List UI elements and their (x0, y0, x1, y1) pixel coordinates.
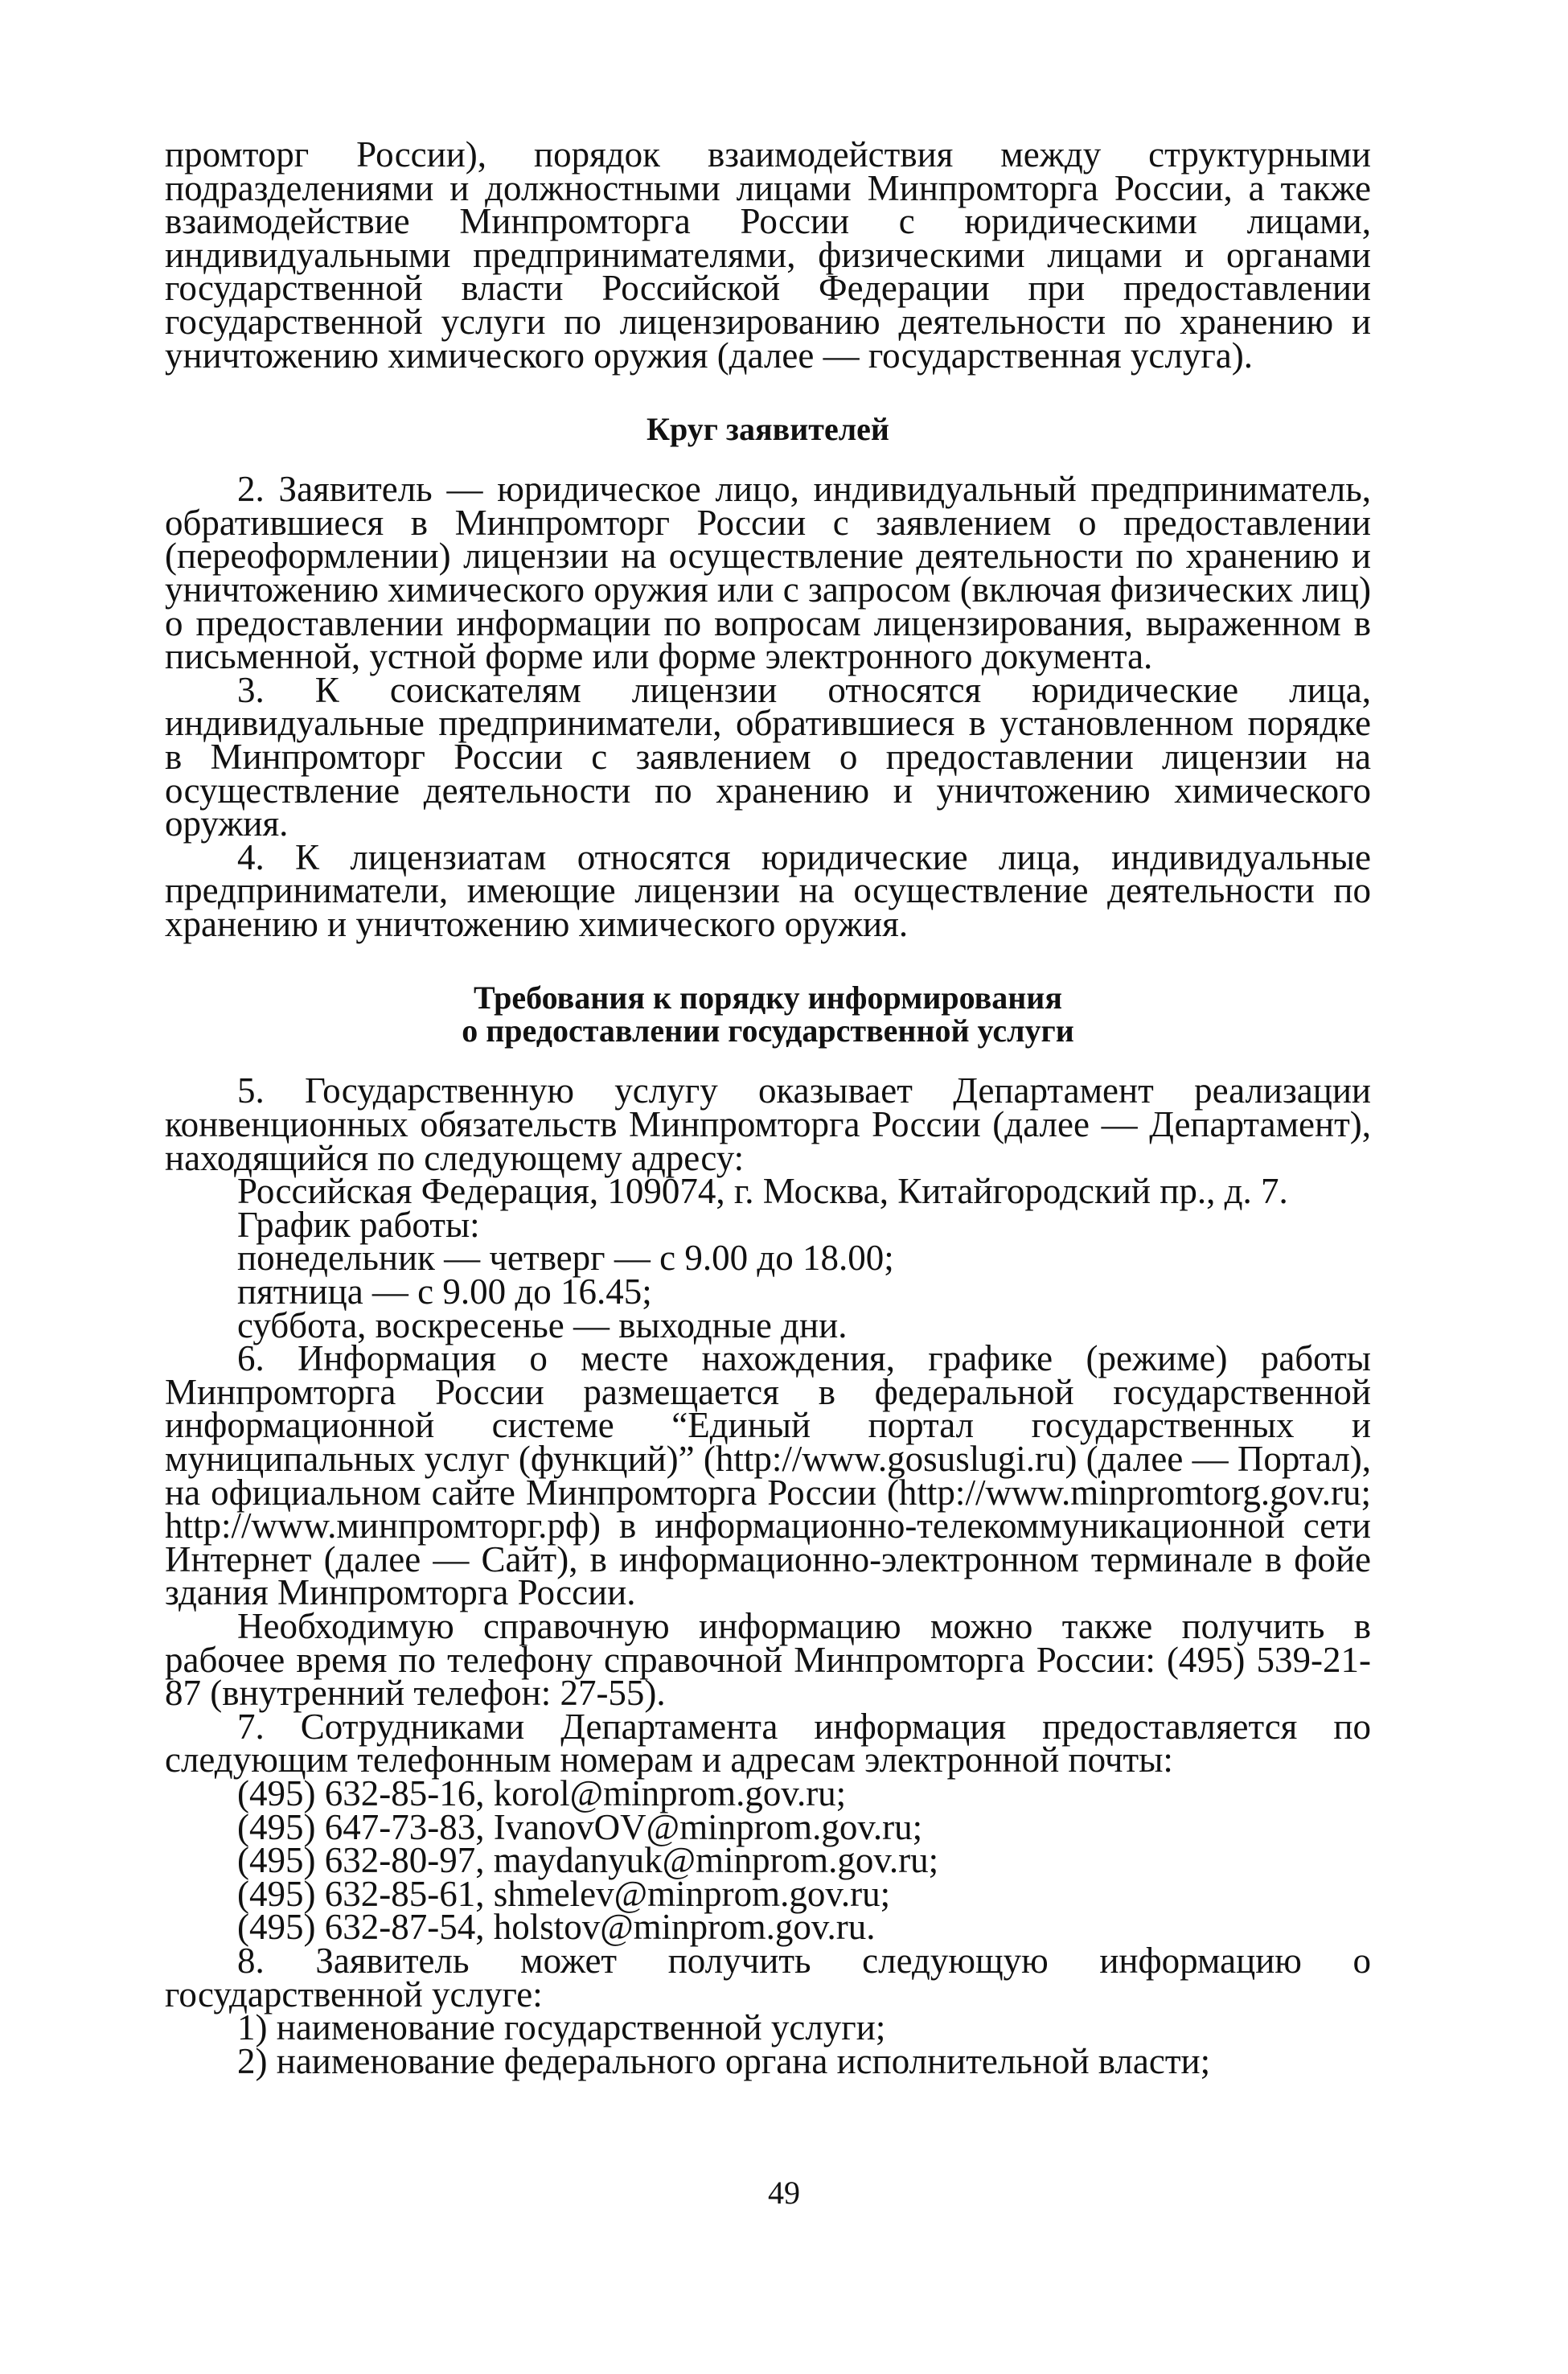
paragraph-5: 5. Государственную услугу оказывает Департамент реализации конвенционных обязательств Минпромторга России (далее — Департамент), находящийся по следующему адресу: (165, 1070, 1371, 1178)
schedule-weekend: суббота, воскресенье — выходные дни. (237, 1304, 848, 1345)
contact-line: (495) 632-80-97, maydanyuk@minprom.gov.ru; (237, 1840, 939, 1881)
paragraph-4: 4. К лицензиатам относятся юридические лица, индивидуальные предприниматели, имеющие лицензии на осуществление деятельности по хранению и уничтожению химического оружия. (165, 836, 1371, 944)
contact-line: (495) 632-85-16, korol@minprom.gov.ru; (237, 1772, 847, 1813)
section-heading-applicants: Круг заявителей (646, 411, 889, 448)
schedule-label: График работы: (237, 1204, 480, 1245)
schedule-weekdays: понедельник — четверг — с 9.00 до 18.00; (237, 1238, 894, 1279)
page-number: 49 (768, 2175, 800, 2211)
list-item: 1) наименование государственной услуги; (237, 2007, 886, 2048)
paragraph-6: 6. Информация о месте нахождения, графике (режиме) работы Минпромторга России размещается в федеральной государственной информационной системе “Единый портал государственных и муниципальных услуг (функций)” (http://www.gosuslugi.ru) (далее — Портал), на официальном сайте Минпромторга России (http://www.minpromtorg.gov.ru; http://www.минпромторг.рф) в информационно-телекоммуникационной сети Интернет (далее — Сайт), в информационно-электронном терминале в фойе здания Минпромторга России. (165, 1338, 1372, 1613)
intro-paragraph: промторг России), порядок взаимодействия между структурными подразделениями и должностными лицами Минпромторга России, а также взаимодействие Минпромторга России с юридическими лицами, индивидуальными предпринимателями, физическими лицами и органами государственной власти Российской Федерации при предоставлении государственной услуги по лицензированию деятельности по хранению и уничтожению химического оружия (далее — государственная услуга). (165, 134, 1371, 376)
contact-line: (495) 632-87-54, holstov@minprom.gov.ru. (237, 1907, 876, 1948)
section-informing (165, 1070, 1372, 2081)
contact-line: (495) 632-85-61, shmelev@minprom.gov.ru; (237, 1873, 891, 1914)
paragraph-2: 2. Заявитель — юридическое лицо, индивидуальный предприниматель, обратившиеся в Минпромторг России с заявлением о предоставлении (переоформлении) лицензии на осуществление деятельности по хранению и уничтожению химического оружия или с запросом (включая физических лиц) о предоставлении информации по вопросам лицензирования, выраженном в письменной, устной форме или форме электронного документа. (165, 469, 1371, 677)
paragraph-3: 3. К соискателям лицензии относятся юридические лица, индивидуальные предприниматели, обратившиеся в установленном порядке в Минпромторг России с заявлением о предоставлении лицензии на осуществление деятельности по хранению и уничтожению химического оружия. (165, 669, 1371, 844)
document-page (165, 134, 1372, 2081)
paragraph-8: 8. Заявитель может получить следующую информацию о государственной услуге: (165, 1940, 1371, 2015)
paragraph-6-phone: Необходимую справочную информацию можно также получить в рабочее время по телефону справочной Минпромторга России: (495) 539-21-87 (внутренний телефон: 27-55). (165, 1605, 1371, 1714)
heading-line-2: о предоставлении государственной услуги (462, 1012, 1074, 1049)
paragraph-7: 7. Сотрудниками Департамента информация предоставляется по следующим телефонным номерам и адресам электронной почты: (165, 1706, 1371, 1780)
address-line: Российская Федерация, 109074, г. Москва, Китайгородский пр., д. 7. (237, 1171, 1288, 1212)
section-heading-informing (165, 981, 1371, 1047)
list-item: 2) наименование федерального органа исполнительной власти; (237, 2040, 1211, 2081)
schedule-friday: пятница — с 9.00 до 16.45; (237, 1271, 652, 1312)
contact-line: (495) 647-73-83, IvanovOV@minprom.gov.ru; (237, 1806, 923, 1847)
section-applicants (165, 469, 1371, 944)
heading-line-1: Требования к порядку информирования (474, 980, 1062, 1017)
